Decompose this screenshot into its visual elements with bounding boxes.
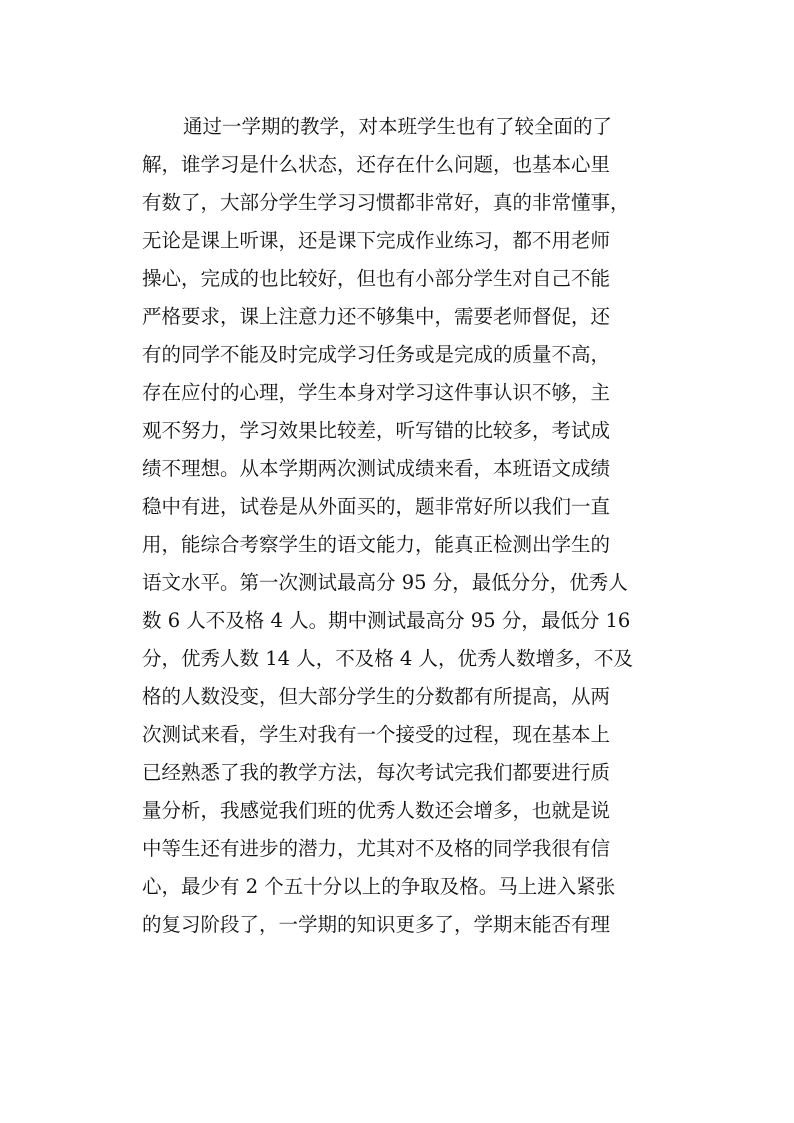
paragraph-line-20: 中等生还有进步的潜力，尤其对不及格的同学我很有信: [142, 837, 611, 860]
paragraph-line-22: 的复习阶段了，一学期的知识更多了，学期末能否有理: [142, 913, 611, 936]
paragraph-line-19: 量分析，我感觉我们班的优秀人数还会增多，也就是说: [142, 799, 611, 822]
paragraph-line-6: 严格要求，课上注意力还不够集中，需要老师督促，还: [142, 305, 611, 328]
paragraph-line-8: 存在应付的心理，学生本身对学习这件事认识不够，主: [142, 381, 611, 404]
paragraph-line-10: 绩不理想。从本学期两次测试成绩来看，本班语文成绩: [142, 457, 611, 480]
paragraph-line-15: 分，优秀人数 14 人，不及格 4 人，优秀人数增多，不及: [142, 647, 634, 670]
paragraph-line-5: 操心，完成的也比较好，但也有小部分学生对自己不能: [142, 267, 611, 290]
paragraph-line-18: 已经熟悉了我的教学方法，每次考试完我们都要进行质: [142, 761, 611, 784]
paragraph-line-13: 语文水平。第一次测试最高分 95 分，最低分分，优秀人: [142, 571, 628, 594]
paragraph-line-7: 有的同学不能及时完成学习任务或是完成的质量不高，: [142, 343, 611, 366]
paragraph-line-4: 无论是课上听课，还是课下完成作业练习，都不用老师: [142, 229, 611, 252]
body-paragraph: [142, 108, 662, 944]
paragraph-line-9: 观不努力，学习效果比较差，听写错的比较多，考试成: [142, 419, 611, 442]
paragraph-line-17: 次测试来看，学生对我有一个接受的过程，现在基本上: [142, 723, 611, 746]
paragraph-line-1: 通过一学期的教学，对本班学生也有了较全面的了: [183, 115, 613, 138]
paragraph-line-14: 数 6 人不及格 4 人。期中测试最高分 95 分，最低分 16: [142, 609, 631, 632]
paragraph-line-12: 用，能综合考察学生的语文能力，能真正检测出学生的: [142, 533, 611, 556]
paragraph-line-11: 稳中有进，试卷是从外面买的，题非常好所以我们一直: [142, 495, 611, 518]
paragraph-line-3: 有数了，大部分学生学习习惯都非常好，真的非常懂事，: [142, 191, 630, 214]
paragraph-line-2: 解，谁学习是什么状态，还存在什么问题，也基本心里: [142, 153, 611, 176]
paragraph-line-21: 心，最少有 2 个五十分以上的争取及格。马上进入紧张: [142, 875, 616, 898]
paragraph-line-16: 格的人数没变，但大部分学生的分数都有所提高，从两: [142, 685, 611, 708]
